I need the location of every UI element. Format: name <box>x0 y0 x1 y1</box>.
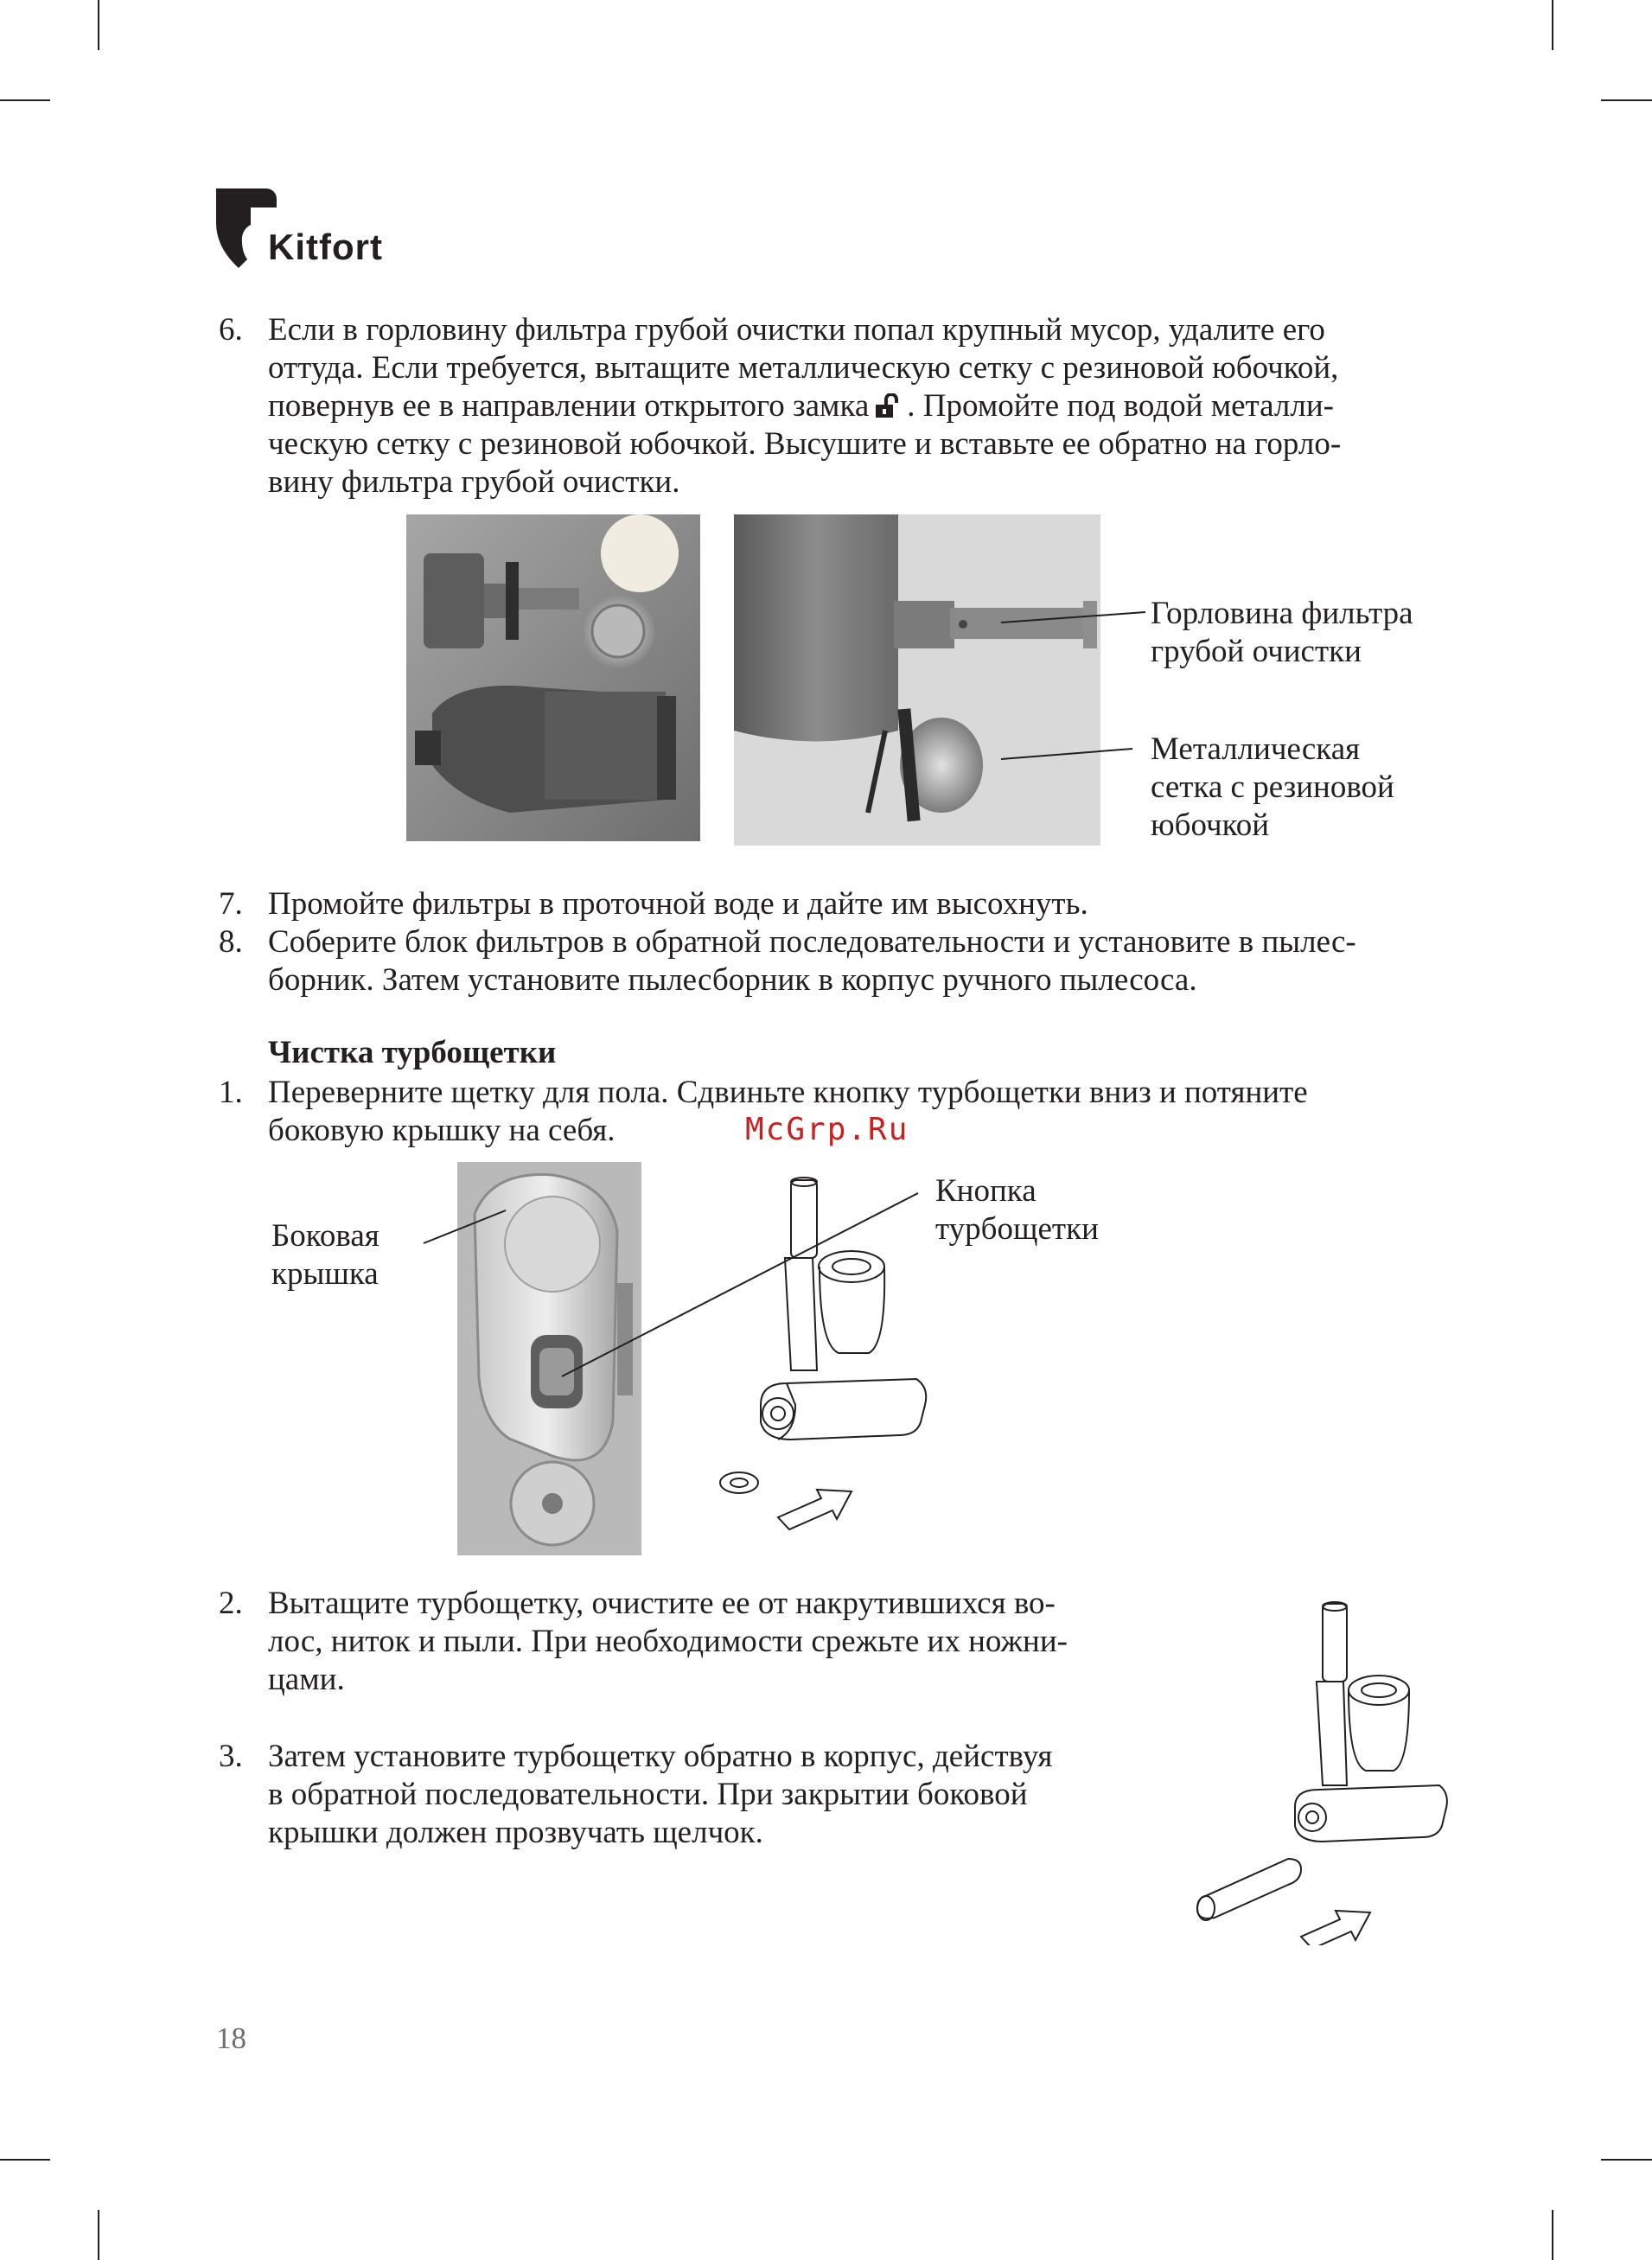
callout-label: сетка с резиновой <box>1151 769 1394 805</box>
text-line: боковую крышку на себя. <box>268 1113 616 1148</box>
step-number: 3. <box>219 1739 243 1774</box>
text-fragment: повернув ее в направлении открытого замка <box>268 388 870 424</box>
page-number: 18 <box>216 2021 246 2055</box>
step-number: 2. <box>219 1586 243 1621</box>
callout-label: крышка <box>271 1256 379 1292</box>
text-line: борник. Затем установите пылесборник в корпус ручного пылесоса. <box>268 962 1197 998</box>
text-fragment: . Промойте под водой металли- <box>907 388 1334 424</box>
crop-mark <box>1552 2210 1553 2260</box>
turbo-roller-removal-drawing <box>1193 1599 1452 1945</box>
section-heading: Чистка турбощетки <box>268 1035 557 1070</box>
callout-label: юбочкой <box>1151 808 1270 843</box>
callout-label: грубой очистки <box>1151 634 1362 669</box>
text-line: Переверните щетку для пола. Сдвиньте кнопку турбощетки вниз и потяните <box>268 1075 1308 1110</box>
step-number: 1. <box>219 1075 243 1110</box>
text-line: лос, ниток и пыли. При необходимости срежьте их ножни- <box>268 1624 1068 1659</box>
step-number: 6. <box>219 312 243 348</box>
text-line: в обратной последовательности. При закрытии боковой <box>268 1777 1028 1812</box>
text-line: Соберите блок фильтров в обратной последовательности и установите в пылес- <box>268 924 1356 960</box>
watermark: McGrp.Ru <box>745 1112 909 1147</box>
callout-label: турбощетки <box>935 1211 1099 1247</box>
crop-mark <box>0 99 50 101</box>
callout-lines <box>415 1184 934 1383</box>
text-line: Затем установите турбощетку обратно в корпус, действуя <box>268 1739 1053 1774</box>
callout-lines <box>994 597 1150 769</box>
crop-mark <box>0 2159 50 2161</box>
text-line: крышки должен прозвучать щелчок. <box>268 1815 763 1850</box>
brand-name: Kitfort <box>268 227 383 267</box>
filter-parts-photo <box>406 514 700 841</box>
text-line: цами. <box>268 1662 345 1697</box>
crop-mark <box>98 0 99 50</box>
text-line <box>268 387 1461 425</box>
step-7-text: Промойте фильтры в проточной воде и дайте им высохнуть. <box>268 886 1088 922</box>
step-number: 8. <box>219 924 243 960</box>
text-line: оттуда. Если требуется, вытащите металлическую сетку с резиновой юбочкой, <box>268 350 1339 386</box>
text-line: Вытащите турбощетку, очистите ее от накрутившихся во- <box>268 1586 1056 1621</box>
crop-mark <box>98 2210 99 2260</box>
callout-label: Кнопка <box>935 1173 1036 1209</box>
text-line: ческую сетку с резиновой юбочкой. Высушите и вставьте ее обратно на горло- <box>268 426 1342 462</box>
text-line: Если в горловину фильтра грубой очистки попал крупный мусор, удалите его <box>268 312 1325 348</box>
text-line: вину фильтра грубой очистки. <box>268 464 680 500</box>
crop-mark <box>1552 0 1553 50</box>
open-padlock-icon <box>874 393 902 419</box>
crop-mark <box>1601 99 1652 101</box>
crop-mark <box>1601 2159 1652 2161</box>
callout-label: Боковая <box>271 1218 380 1254</box>
callout-label: Горловина фильтра <box>1151 596 1413 631</box>
callout-label: Металлическая <box>1151 731 1361 767</box>
step-number: 7. <box>219 886 243 922</box>
